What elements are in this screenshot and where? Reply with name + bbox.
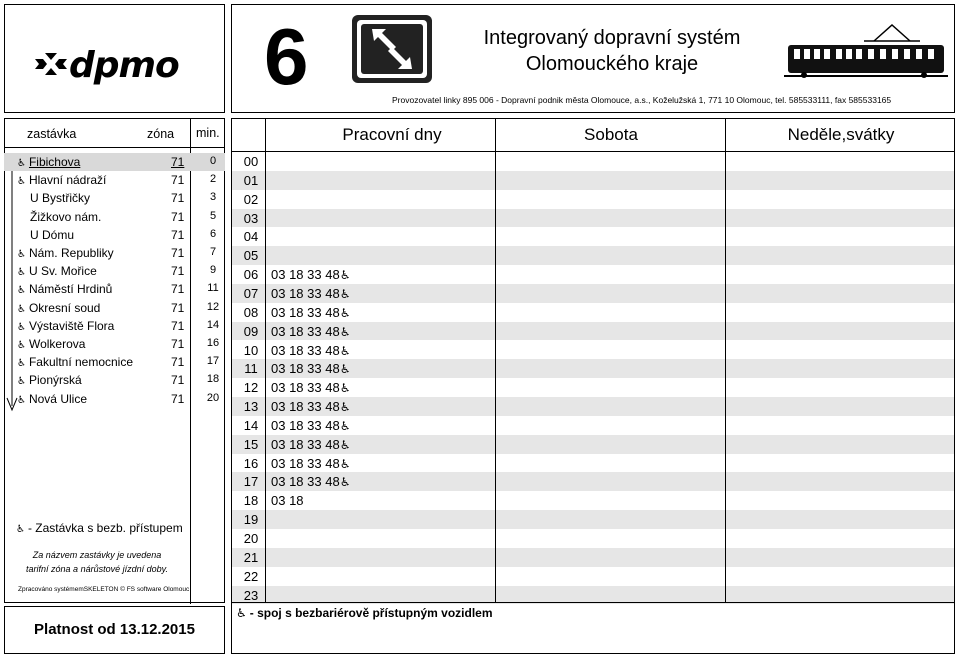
stop-zone: 71 <box>171 155 185 169</box>
validity-panel <box>4 606 225 654</box>
stop-name-text: Wolkerova <box>28 337 86 351</box>
weekday-departures-text: 03 18 33 48 <box>271 342 340 358</box>
stop-travel-minutes: 18 <box>206 373 220 386</box>
wheelchair-icon: ♿ <box>17 176 26 188</box>
operator-logo-panel <box>4 4 225 113</box>
weekday-departures <box>271 418 353 433</box>
weekday-departures-text: 03 18 33 48 <box>271 304 340 320</box>
timetable-row <box>0 472 959 491</box>
hour-label: 20 <box>243 531 259 546</box>
wheelchair-icon: ♿ <box>17 394 26 406</box>
timetable-row <box>0 209 959 228</box>
stop-travel-minutes: 16 <box>206 337 220 349</box>
legend-accessible-stop-text: - Zastávka s bezb. přístupem <box>27 521 183 535</box>
timetable-row <box>0 190 959 209</box>
hour-label: 12 <box>243 380 259 396</box>
stop-zone: 71 <box>171 264 185 279</box>
timetable-row <box>0 152 959 171</box>
weekday-departures-text: 03 18 33 48 <box>271 323 340 339</box>
timetable-row <box>0 454 959 473</box>
stop-travel-minutes: 0 <box>209 155 217 167</box>
weekday-departures <box>271 456 353 471</box>
timetable-row <box>0 265 959 284</box>
hour-label: 05 <box>243 248 259 264</box>
stop-name-text: Nová Ulice <box>28 391 87 406</box>
hour-label: 03 <box>243 210 259 226</box>
stop-zone: 71 <box>171 391 185 406</box>
weekday-departures <box>271 399 353 414</box>
wheelchair-icon: ♿ <box>339 268 351 283</box>
hour-label: 17 <box>243 474 259 490</box>
tram-direction-sign-icon <box>352 15 432 83</box>
stop-name-text: Okresní soud <box>28 300 101 315</box>
weekday-departures-text: 03 18 33 48 <box>271 285 340 301</box>
weekday-departures <box>271 267 353 282</box>
legend-accessible-vehicle <box>236 606 493 620</box>
wheelchair-icon: ♿ <box>17 249 26 260</box>
timetable-row <box>0 416 959 435</box>
column-saturday-label: Sobota <box>584 125 638 144</box>
weekday-departures <box>271 361 353 376</box>
stop-zone: 71 <box>171 173 185 188</box>
hour-label: 00 <box>243 154 259 169</box>
stop-name-text: U Dómu <box>30 227 75 242</box>
stops-header <box>4 118 225 148</box>
stop-name-text: U Sv. Mořice <box>28 264 97 279</box>
wheelchair-icon: ♿ <box>17 340 26 351</box>
wheelchair-icon: ♿ <box>16 524 25 535</box>
wheelchair-icon: ♿ <box>339 381 351 396</box>
timetable-row <box>0 567 959 586</box>
wheelchair-icon: ♿ <box>339 437 351 452</box>
weekday-departures-text: 03 18 <box>271 493 304 509</box>
timetable-row <box>0 227 959 246</box>
weekday-departures <box>271 286 353 301</box>
stop-zone: 71 <box>171 318 185 333</box>
weekday-departures <box>271 343 353 358</box>
stop-travel-minutes: 2 <box>209 173 217 186</box>
hour-label: 08 <box>243 304 259 320</box>
wheelchair-icon: ♿ <box>339 286 351 301</box>
weekday-departures-text: 03 18 33 48 <box>271 380 340 396</box>
stop-zone: 71 <box>171 355 185 370</box>
stop-travel-minutes: 17 <box>206 355 220 368</box>
timetable-row <box>0 510 959 529</box>
stop-zone: 71 <box>171 300 185 315</box>
timetable-row <box>0 341 959 360</box>
stop-name-text: Fibichova <box>28 155 81 169</box>
stop-name-text: Fakultní nemocnice <box>28 355 134 370</box>
stop-zone: 71 <box>171 337 185 351</box>
timetable-row <box>0 300 959 322</box>
hour-label: 02 <box>243 191 259 207</box>
timetable-row <box>0 435 959 454</box>
timetable-row <box>0 359 959 378</box>
stop-travel-minutes: 5 <box>209 209 217 222</box>
stop-name-text: Hlavní nádraží <box>28 173 107 188</box>
column-sunday-label: Neděle,svátky <box>787 125 895 144</box>
timetable-row <box>0 586 959 605</box>
stop-travel-minutes: 14 <box>206 318 220 331</box>
line-number: 6 <box>264 12 309 101</box>
hour-label: 16 <box>243 455 259 471</box>
weekday-departures-text: 03 18 33 48 <box>271 361 340 377</box>
weekday-departures <box>271 380 353 395</box>
stop-name-text: Náměstí Hrdinů <box>28 282 113 297</box>
stop-travel-minutes: 9 <box>209 264 217 277</box>
weekday-departures <box>271 474 353 489</box>
hour-label: 14 <box>243 417 259 433</box>
hour-label: 23 <box>243 587 259 603</box>
stop-zone: 71 <box>171 246 185 260</box>
wheelchair-icon: ♿ <box>339 475 351 490</box>
stop-travel-minutes: 3 <box>209 191 217 204</box>
hour-label: 10 <box>243 342 259 358</box>
timetable-row <box>0 529 959 548</box>
stop-zone: 71 <box>171 227 185 242</box>
hour-label: 22 <box>243 568 259 584</box>
weekday-departures <box>271 493 304 508</box>
operator-info: Provozovatel linky 895 006 - Dopravní podnik města Olomouce, a.s., Koželužská 1, 771 10 Olomouc, tel. 585533111, fax 585533165 <box>392 95 892 105</box>
wheelchair-icon: ♿ <box>339 343 351 358</box>
hour-label: 11 <box>244 361 258 377</box>
hour-label: 09 <box>243 323 259 339</box>
stop-name-text: Žižkovo nám. <box>30 209 102 224</box>
column-min-label: min. <box>196 126 220 140</box>
column-weekday-label: Pracovní dny <box>342 125 442 144</box>
timetable-row <box>0 548 959 567</box>
tram-icon <box>784 23 948 85</box>
wheelchair-icon: ♿ <box>339 362 351 377</box>
wheelchair-icon: ♿ <box>17 376 26 388</box>
weekday-departures-text: 03 18 33 48 <box>271 399 340 415</box>
logo-text: dpmo <box>69 45 179 86</box>
wheelchair-icon: ♿ <box>339 418 351 433</box>
hour-label: 01 <box>243 172 259 188</box>
line-header-panel <box>231 4 955 113</box>
weekday-departures-text: 03 18 33 48 <box>271 417 340 433</box>
stop-zone: 71 <box>171 373 185 388</box>
timetable-row <box>0 322 959 341</box>
stop-name-text: Nám. Republiky <box>28 246 114 260</box>
wheelchair-icon: ♿ <box>339 324 351 339</box>
weekday-departures <box>271 437 353 452</box>
timetable-header <box>231 118 955 152</box>
weekday-departures <box>271 305 353 320</box>
stop-name-text: Výstaviště Flora <box>28 318 115 333</box>
column-zone-label: zóna <box>147 127 175 141</box>
weekday-departures-text: 03 18 33 48 <box>271 267 340 283</box>
validity-date: Platnost od 13.12.2015 <box>34 621 195 638</box>
hour-label: 06 <box>243 267 259 283</box>
system-title <box>432 25 792 77</box>
hour-label: 13 <box>243 399 259 415</box>
hour-label: 04 <box>243 229 259 245</box>
weekday-departures-text: 03 18 33 48 <box>271 436 340 452</box>
wheelchair-icon: ♿ <box>17 285 26 297</box>
wheelchair-icon: ♿ <box>17 303 26 315</box>
legend-accessible-vehicle-text: - spoj s bezbariérově přístupným vozidlem <box>249 606 493 620</box>
wheelchair-icon: ♿ <box>17 158 26 169</box>
zone-note-line-1: Za názvem zastávky je uvedena <box>32 550 162 560</box>
stop-zone: 71 <box>171 209 185 224</box>
dpmo-logo-mark-icon <box>33 51 69 81</box>
stop-name-text: Pionýrská <box>28 373 82 388</box>
system-title-line-1: Integrovaný dopravní systém <box>483 27 741 49</box>
hour-label: 18 <box>243 493 259 509</box>
hour-label: 07 <box>243 285 259 301</box>
wheelchair-icon: ♿ <box>17 267 26 279</box>
timetable-row <box>0 284 959 303</box>
wheelchair-icon: ♿ <box>17 358 26 370</box>
timetable-row <box>0 378 959 397</box>
hour-label: 15 <box>243 436 259 452</box>
weekday-departures-text: 03 18 33 48 <box>271 474 340 490</box>
stop-travel-minutes: 12 <box>206 300 220 313</box>
timetable-row <box>0 171 959 190</box>
stop-name-text: U Bystřičky <box>30 191 90 206</box>
stop-zone: 71 <box>171 282 185 297</box>
stop-travel-minutes: 7 <box>209 246 217 258</box>
wheelchair-icon: ♿ <box>339 456 351 471</box>
wheelchair-icon: ♿ <box>17 321 26 333</box>
weekday-departures-text: 03 18 33 48 <box>271 455 340 471</box>
timetable-row <box>0 394 959 416</box>
column-stop-label: zastávka <box>27 127 77 141</box>
hour-label: 19 <box>243 512 259 528</box>
wheelchair-icon: ♿ <box>339 400 351 415</box>
timetable-row <box>0 246 959 265</box>
zone-note-line-2: tarifní zóna a nárůstové jízdní doby. <box>26 564 168 574</box>
stop-travel-minutes: 11 <box>207 282 219 295</box>
timetable-row <box>0 491 959 510</box>
software-credit: Zpracováno systémemSKELETON © FS software Olomouc <box>18 586 190 593</box>
hour-label: 21 <box>243 549 259 565</box>
stop-travel-minutes: 20 <box>206 391 220 404</box>
wheelchair-icon: ♿ <box>236 606 247 620</box>
system-title-line-2: Olomouckého kraje <box>525 53 699 75</box>
stop-travel-minutes: 6 <box>209 227 217 240</box>
weekday-departures <box>271 324 353 339</box>
stop-zone: 71 <box>171 191 185 206</box>
dpmo-logo <box>33 45 179 86</box>
wheelchair-icon: ♿ <box>339 305 351 320</box>
